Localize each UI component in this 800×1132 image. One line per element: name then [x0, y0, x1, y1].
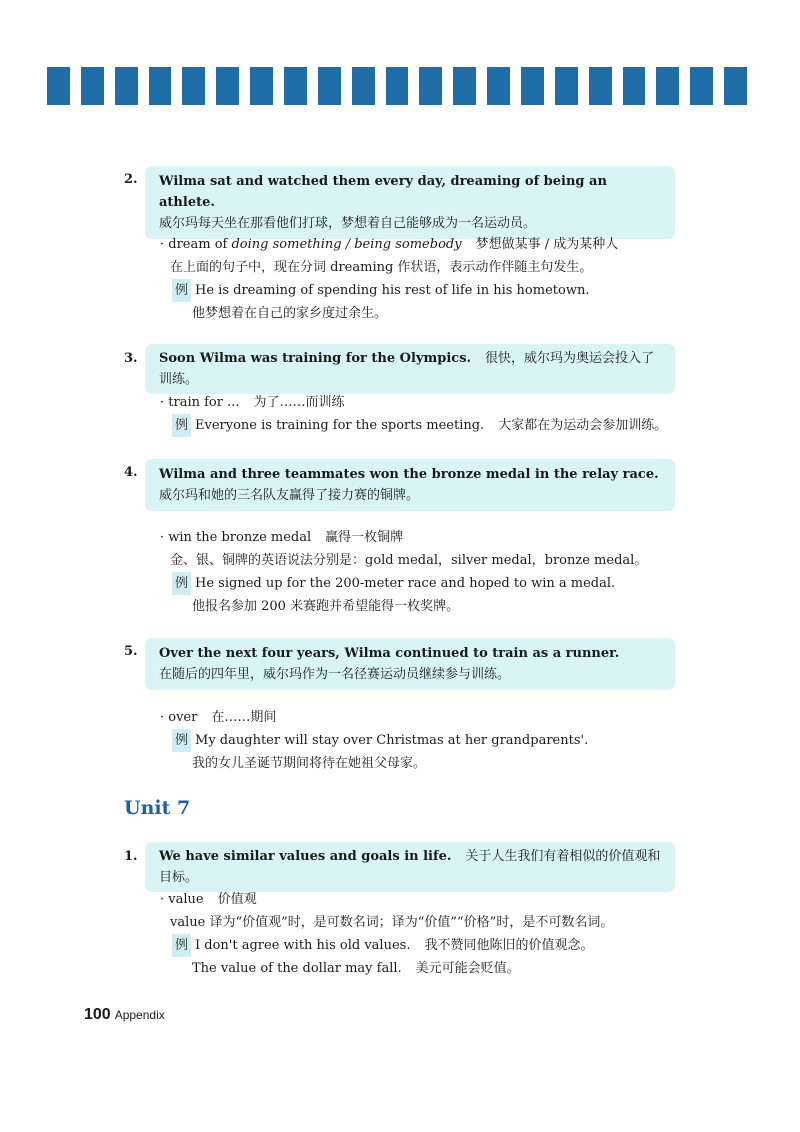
- sentence-zh: 威尔玛和她的三名队友赢得了接力赛的铜牌。: [159, 488, 420, 503]
- example-line: [160, 957, 613, 980]
- footer-label: Appendix: [114, 1008, 165, 1022]
- example-line: [160, 414, 667, 437]
- note-meaning: 赢得一枚铜牌: [325, 530, 404, 545]
- item-number: 1.: [124, 849, 138, 864]
- item-number: 2.: [124, 172, 138, 187]
- header-block: [589, 67, 612, 105]
- example-line: [160, 729, 588, 752]
- note-phrase: value: [168, 892, 204, 907]
- header-block: [47, 67, 70, 105]
- example-en: He signed up for the 200-meter race and hoped to win a medal.: [195, 576, 616, 591]
- header-block: [656, 67, 679, 105]
- item-number: 4.: [124, 465, 138, 480]
- header-block: [182, 67, 205, 105]
- note-phrase: win the bronze medal: [168, 530, 312, 545]
- note-phrase: over: [168, 710, 198, 725]
- note-block: [160, 888, 613, 980]
- sentence-en: Over the next four years, Wilma continued to train as a runner.: [159, 646, 620, 661]
- note-phrase-line: · value 价值观: [160, 892, 257, 907]
- example-en: Everyone is training for the sports meeting.: [195, 418, 485, 433]
- header-block: [250, 67, 273, 105]
- note-meaning: 在……期间: [211, 710, 277, 725]
- note-block: [160, 706, 588, 775]
- example-zh: 他梦想着在自己的家乡度过余生。: [192, 306, 388, 321]
- example-zh: 他报名参加 200 米赛跑并希望能得一枚奖牌。: [192, 599, 460, 614]
- example-zh: 美元可能会贬值。: [415, 961, 520, 976]
- example-zh: 我不赞同他陈旧的价值观念。: [424, 938, 594, 953]
- note-explain: 在上面的句子中，现在分词 dreaming 作状语，表示动作伴随主句发生。: [170, 260, 593, 275]
- page-number: 100: [84, 1006, 111, 1023]
- header-block: [521, 67, 544, 105]
- example-zh: 我的女儿圣诞节期间将待在她祖父母家。: [192, 756, 427, 771]
- header-block: [623, 67, 646, 105]
- example-en: My daughter will stay over Christmas at her grandparents'.: [195, 733, 589, 748]
- note-block: [160, 233, 618, 325]
- sentence-zh: 威尔玛每天坐在那看他们打球，梦想着自己能够成为一名运动员。: [159, 216, 537, 231]
- sentence-box: [145, 842, 675, 892]
- example-line: [160, 572, 647, 595]
- note-block: [160, 526, 647, 618]
- note-phrase-italic: doing something / being somebody: [231, 237, 462, 252]
- note-phrase: train for ...: [168, 395, 240, 410]
- note-block: [160, 391, 667, 437]
- header-decoration: [47, 67, 747, 105]
- header-block: [555, 67, 578, 105]
- header-block: [419, 67, 442, 105]
- note-explain: 金、银、铜牌的英语说法分别是：gold medal，silver medal，bronze medal。: [170, 553, 648, 568]
- note-meaning: 为了……而训练: [253, 395, 345, 410]
- sentence-zh: 在随后的四年里，威尔玛作为一名径赛运动员继续参与训练。: [159, 667, 511, 682]
- item-number: 5.: [124, 644, 138, 659]
- example-line: [160, 279, 618, 302]
- example-en: I don't agree with his old values.: [195, 938, 411, 953]
- sentence-box: [145, 344, 675, 394]
- example-zh: 大家都在为运动会参加训练。: [498, 418, 668, 433]
- header-block: [487, 67, 510, 105]
- header-block: [318, 67, 341, 105]
- header-block: [115, 67, 138, 105]
- note-phrase-line: · over 在……期间: [160, 710, 277, 725]
- sentence-en: Wilma sat and watched them every day, dreaming of being an athlete.: [159, 174, 607, 210]
- sentence-en: Wilma and three teammates won the bronze medal in the relay race.: [159, 467, 659, 482]
- note-phrase-line: · train for ... 为了……而训练: [160, 395, 345, 410]
- sentence-box: [145, 459, 675, 511]
- sentence-zh: 很快，威尔玛为奥运会投入了训练。: [159, 351, 655, 387]
- header-block: [386, 67, 409, 105]
- header-block: [81, 67, 104, 105]
- note-explain: value 译为“价值观”时，是可数名词；译为“价值”“价格”时，是不可数名词。: [170, 915, 614, 930]
- page-footer: [84, 1006, 165, 1024]
- sentence-en: We have similar values and goals in life.: [159, 849, 452, 864]
- header-block: [284, 67, 307, 105]
- note-phrase: dream of: [168, 237, 228, 252]
- sentence-box: [145, 638, 675, 690]
- header-block: [453, 67, 476, 105]
- note-phrase-line: · win the bronze medal 赢得一枚铜牌: [160, 530, 404, 545]
- example-badge: 例: [172, 729, 191, 752]
- example-en: He is dreaming of spending his rest of life in his hometown.: [195, 283, 590, 298]
- unit-title: Unit 7: [124, 797, 191, 819]
- sentence-en: Soon Wilma was training for the Olympics.: [159, 351, 472, 366]
- example-badge: 例: [172, 414, 191, 437]
- example-badge: 例: [172, 572, 191, 595]
- example-badge: 例: [172, 279, 191, 302]
- header-block: [352, 67, 375, 105]
- example-line: [160, 934, 613, 957]
- header-block: [216, 67, 239, 105]
- sentence-zh: 关于人生我们有着相似的价值观和目标。: [159, 849, 661, 885]
- note-meaning: 价值观: [217, 892, 257, 907]
- note-phrase-line: · dream of doing something / being somebody 梦想做某事 / 成为某种人: [160, 237, 619, 252]
- item-number: 3.: [124, 351, 138, 366]
- header-block: [690, 67, 713, 105]
- sentence-box: [145, 166, 675, 239]
- example-en: The value of the dollar may fall.: [192, 961, 402, 976]
- header-block: [724, 67, 747, 105]
- header-block: [149, 67, 172, 105]
- example-badge: 例: [172, 934, 191, 957]
- note-meaning: 梦想做某事 / 成为某种人: [475, 237, 619, 252]
